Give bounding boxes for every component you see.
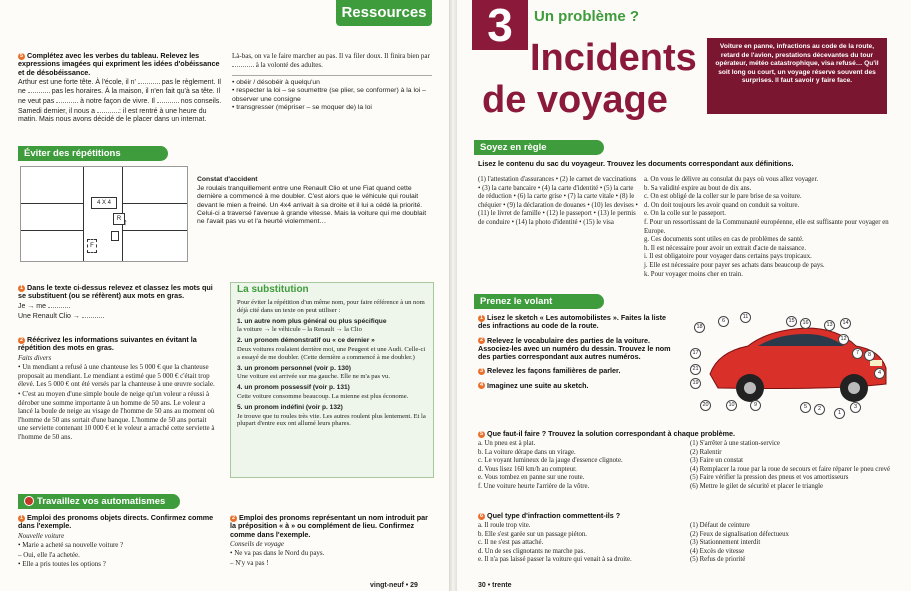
exercise-5-col2 [232,52,432,112]
car-fiat: F [87,239,97,253]
section-banner-automatismes [18,494,180,509]
verb-item: • transgresser (mépriser – se moquer de) la loi [232,103,372,111]
car-part-number: 5 [800,402,811,413]
solution-item: (3) Faire un constat [690,457,744,465]
offender-item: a. Il roule trop vite. [478,522,531,529]
problem-item: b. La voiture dérape dans un virage. [478,448,576,456]
problem-item: c. Le voyant lumineux de la jauge d'essence clignote. [478,457,623,465]
exercise-5 [18,52,223,126]
automatisme-2-title: Emploi des pronoms représentant un nom introduit par la préposition « à » ou complément de lieu. Confirmez comme dans l'exemple. [230,513,428,539]
answer-blank[interactable] [232,61,254,67]
solution-item: (4) Remplacer la roue par la roue de secours et faire réparer le pneu crevé [690,465,891,473]
problem-item: a. Un pneu est à plat. [478,440,536,447]
subst-heading: 5. un pronom indéfini (voir p. 132) [237,403,343,411]
car-part-number: 20 [700,400,711,411]
exercise-5-title: Que faut-il faire ? Trouvez la solution correspondant à chaque problème. [487,429,736,438]
subst-heading: 2. un pronom démonstratif ou « ce dernier » [237,337,375,345]
section-title: Soyez en règle [480,142,547,153]
document-list: (1) l'attestation d'assurances • (2) le carnet de vaccinations • (3) la carte bancaire • (4) la carte d'identité • (5) la carte de réduction • (6) la carte grise • (7) la carte vitale • (8) le chéquier • (9) la déclaration de douanes • (10) les devises • (11) le livret de famille • (12) le passeport • (13) le permis de conduire • (14) la photo d'identité • (15) le visa [478,176,638,226]
section-banner-volant [474,294,604,309]
solution-list [690,440,902,492]
car-part-number: 19 [690,378,701,389]
car-part-number: 8 [864,350,875,361]
solution-item: (5) Faire vérifier la pression des pneus et vos amortisseurs [690,474,849,482]
constat-title: Constat d'accident [197,176,258,183]
ressources-label: Ressources [341,4,427,21]
automatisme-2: 2 Emploi des pronoms représentant un nom introduit par la préposition « à » ou complément de lieu. Confirmez comme dans l'exemple. Conseils de voyage • Ne va pas dans le Nord du pays. – N'y va pas ! [230,514,430,569]
ex5-text-1: Arthur est une forte tête. À l'école, il n' [18,78,136,86]
ex5-col2-2: à la volonté des adultes. [255,60,323,69]
ex5-text-7: Mais nous avons décidé de le placer dans un internat. [39,116,207,124]
car-narrator [111,231,119,241]
problem-list [478,440,678,492]
solution-item: (2) Ralentir [690,448,722,456]
subst-heading: 4. un pronom possessif (voir p. 131) [237,384,350,392]
exercise-number-5: 5 [19,52,24,59]
ex2-item: • Un mendiant a refusé à une chanteuse les 5 000 € que la chanteuse proposait au mendiant. Le mendiant a estimé que 5 000 € c'était trop élevé. Les 5 000 € ont été versés par la chanteuse à une œuvre sociale. [18,363,215,389]
car-part-number: 15 [786,316,797,327]
exercise-6-right: 6 Quel type d'infraction commettent-ils ? [479,511,621,520]
offender-item: c. Il ne s'est pas attaché. [478,539,544,547]
car-illustration [688,312,904,416]
volant-item: Relevez les façons familières de parler. [487,366,621,376]
subst-text: Cette voiture consomme beaucoup. La mienne est plus économe. [237,392,409,400]
car-part-number: 14 [840,318,851,329]
definition-item: g. Ces documents sont utiles en cas de problèmes de santé. [644,236,804,244]
ex5-text-4: à notre façon de vivre. Il [80,98,155,106]
verb-table [232,75,432,112]
infraction-list [690,522,902,565]
answer-blank[interactable] [157,97,179,103]
answer-blank[interactable] [28,87,50,93]
ex2-item: • C'est au moyen d'une simple boule de neige qu'un voleur a réussi à dérober une somme importante à un homme de 50 ans. Le voleur a lancé la boule de neige au visage de l'homme de 50 ans au moment où l'homme de 50 ans sortait d'une banque. L'homme de 50 ans portait une serviette contenant 10 000 € et le voleur a arraché cette serviette à l'homme de 50 ans. [18,389,215,441]
book-gutter [449,0,457,591]
infraction-item: (3) Stationnement interdit [690,539,761,547]
road-diagram [20,166,188,262]
ressources-tab [336,0,432,26]
section-title: Prenez le volant [480,296,553,307]
verb-item: • respecter la loi – se soumettre (se plier, se conformer) à la loi – observer une consigne [232,87,426,103]
subst-heading: 3. un pronom personnel (voir p. 130) [237,364,351,372]
problem-item: d. Vous lisez 160 km/h au compteur. [478,465,577,473]
subst-text: la voiture → le véhicule – la Renault → la Clio [237,326,362,334]
ex5-text-3: pas les horaires. À la maison, il n'en fait qu'à sa tête. Il ne veut pas [18,88,221,106]
exercise-5-right: 5 Que faut-il faire ? Trouvez la solution correspondant à chaque problème. [479,429,736,438]
definition-list [644,176,902,279]
car-part-number: 1 [834,408,845,419]
answer-blank[interactable] [97,107,119,113]
section1-intro: Lisez le contenu du sac du voyageur. Trouvez les documents correspondant aux définitions. [478,159,794,168]
volant-item: Lisez le sketch « Les automobilistes ». Faites la liste des infractions au code de la route. [478,313,666,331]
exercise-2: 2 Réécrivez les informations suivantes en évitant la répétition des mots en gras. Faits divers • Un mendiant a refusé à une chanteuse les 5 000 € que la chanteuse proposait au mendiant. Le mendiant a estimé que 5 000 € c'était trop élevé. Les 5 000 € ont été versés par la chanteuse à une œuvre sociale. • C'est au moyen d'une simple boule de neige qu'un voleur a réussi à dérober une somme importante à un homme de 50 ans. Le voleur a lancé la boule de neige au visage de l'homme de 50 ans au moment où l'homme de 50 ans sortait d'une banque. L'homme de 50 ans portait une serviette contenant 10 000 € et le voleur a arraché cette serviette à l'homme de 50 ans. [18,336,218,443]
infraction-item: (5) Refus de priorité [690,556,746,564]
dialog-line: – Oui, elle l'a achetée. [18,550,80,559]
exercise-2-title: Réécrivez les informations suivantes en évitant la répétition des mots en gras. [18,335,197,353]
car-part-number: 12 [838,334,849,345]
infraction-item: (2) Feux de signalisation défectueux [690,530,789,538]
dialog-line: • Ne va pas dans le Nord du pays. [230,549,325,558]
automatisme-1: 1 Emploi des pronoms objets directs. Confirmez comme dans l'exemple. Nouvelle voiture • Marie a acheté sa nouvelle voiture ? – Oui, elle l'a achetée. • Elle a pris toutes les options ? [18,514,223,570]
page-number-left: vingt-neuf • 29 [370,582,418,589]
definition-item: i. Il est obligatoire pour voyager dans certains pays tropicaux. [644,253,812,261]
volant-exercises: 1 Lisez le sketch « Les automobilistes ». Faites la liste des infractions au code de la route. 2 Relevez le vocabulaire des parties de la voiture. Associez-les avec un numéro du dessin. Trouvez le nom des parties correspondant aux autres numéros. 3 Relevez les façons familières de parler. 4 Imaginez une suite au sketch. [478,313,671,390]
volant-item: Relevez le vocabulaire des parties de la voiture. Associez-les avec un numéro du dessin. Trouvez le nom des parties correspondant aux autres numéros. [478,335,671,362]
verb-item: • obéir / désobéir à quelqu'un [232,79,320,87]
definition-item: a. On vous le délivre au consulat du pays où vous allez voyager. [644,176,819,183]
arrow-icon: ↑ [123,217,128,227]
substitution-content [237,299,429,429]
infraction-item: (4) Excès de vitesse [690,547,745,555]
exercise-1-title: Dans le texte ci-dessus relevez et classez les mots qui se substituent (ou se réfèrent) aux mots en gras. [18,283,213,301]
red-car-icon [688,312,904,416]
page-number-right: 30 • trente [478,582,512,589]
intro-box: Voiture en panne, infractions au code de la route, retard de l'avion, prestations décevantes du tour opérateur, météo catastrophique, visa refusé… Qu'il soit long ou court, un voyage réserve souvent des surprises. Il faut savoir y faire face. [707,38,887,114]
offender-item: b. Elle s'est garée sur un passage piéton. [478,530,587,538]
problem-item: f. Une voiture heurte l'arrière de la vôtre. [478,482,590,490]
solution-item: (1) S'arrêter à une station-service [690,440,780,447]
answer-blank[interactable] [138,78,160,84]
substitution-title: La substitution [237,284,309,295]
dialog-line: – N'y va pas ! [230,559,269,568]
right-page [452,0,911,591]
ex5-text-2: pas le règlement. Il ne [18,78,221,96]
answer-blank[interactable] [82,312,104,318]
automatisme-1-title: Emploi des pronoms objets directs. Confirmez comme dans l'exemple. [18,513,214,531]
car-part-number: 6 [718,316,729,327]
constat-box [197,176,429,227]
ex1-line2: Une Renault Clio → [18,313,80,321]
title-line-1: Incidents [530,37,697,79]
substitution-box [230,282,434,478]
section-title: Travaillez vos automatismes [37,496,166,507]
offender-item: d. Un de ses clignotants ne marche pas. [478,547,586,555]
car-part-number: 4 [874,368,885,379]
section-banner-regle [474,140,604,155]
car-part-number: 18 [694,322,705,333]
exercise-1: 1 Dans le texte ci-dessus relevez et classez les mots qui se substituent (ou se réfèrent) aux mots en gras. Je → me Une Renault Clio → [18,283,213,321]
infraction-item: (1) Défaut de ceinture [690,522,750,529]
answer-blank[interactable] [56,97,78,103]
car-part-number: 10 [726,400,737,411]
definition-item: f. Pour un ressortissant de la Communauté européenne, elle est suffisante pour voyager en Europe. [644,218,889,235]
definition-item: c. On est obligé de la coller sur le pare brise de sa voiture. [644,193,802,201]
ex5-text-6: : il est rentré à une heure du matin. [18,107,207,124]
car-part-number: 13 [824,320,835,331]
answer-blank[interactable] [48,302,70,308]
definition-item: d. On doit toujours les avoir quand on conduit sa voiture. [644,201,800,209]
solution-item: (6) Mettre le gilet de sécurité et placer le triangle [690,482,824,490]
subst-text: Je trouve que tu roules très vite. Les autres roulent plus lentement. Et la plupart d'entre eux ont allumé leurs phares. [237,412,426,428]
definition-item: j. Elle est nécessaire pour payer ses achats dans beaucoup de pays. [644,261,825,269]
subst-text: Une voiture est arrivée sur ma gauche. Elle ne m'a pas vu. [237,373,390,381]
unit-number-badge: 3 [472,0,528,50]
dialog-line: • Elle a pris toutes les options ? [18,560,106,569]
section-title: Éviter des répétitions [24,148,121,159]
volant-item: Imaginez une suite au sketch. [487,380,589,390]
automatisme-2-subtitle: Conseils de voyage [230,539,285,548]
car-part-number: 11 [740,312,751,323]
ex5-col2-1: Là-bas, on va le faire marcher au pas. Il va filer doux. Il finira bien par [232,52,430,60]
definition-item: b. Sa validité expire au bout de dix ans. [644,184,752,192]
car-4x4: 4 X 4 [91,197,117,209]
offender-list [478,522,686,565]
ex1-line1: Je → me [18,302,47,310]
exercise-6-title: Quel type d'infraction commettent-ils ? [487,511,621,520]
subst-intro: Pour éviter la répétition d'un même nom, pour faire référence à un nom déjà cité dans un texte on peut utiliser : [237,299,425,314]
subst-heading: 1. un autre nom plus général ou plus spécifique [237,317,387,325]
exercise-5-title: Complétez avec les verbes du tableau. Relevez les expressions imagées qui expriment les idées d'obéissance et de désobéissance. [18,51,220,77]
definition-item: e. On la colle sur le passeport. [644,210,726,218]
left-page [0,0,452,591]
speaker-icon [24,496,34,506]
problem-item: e. Vous tombez en panne sur une route. [478,474,585,482]
definition-item: h. Il est nécessaire pour avoir un extrait d'acte de naissance. [644,244,807,252]
car-part-number: 9 [750,400,761,411]
car-part-number: 2 [814,404,825,415]
constat-text: Je roulais tranquillement entre une Renault Clio et une Fiat quand cette dernière a commencé à me doubler. C'est alors que le véhicule qui roulait devant le mien a freiné. Un 4x4 arrivait à sa droite et il lui a cédé la priorité. Celui-ci a traversé l'avenue à grande vitesse. Mais la voiture qui me doublait ne l'avait pas vu et l'a heurté violemment… [197,185,427,226]
offender-item: e. Il n'a pas laissé passer la voiture qui venait à sa droite. [478,556,632,564]
car-part-number: 7 [852,348,863,359]
subst-text: Deux voitures roulaient derrière moi, une Peugeot et une Audi. Celle-ci a essayé de me doubler. (Cette dernière a commencé à me doubler.) [237,345,426,361]
car-renault: R [113,213,125,225]
car-part-number: 17 [690,348,701,359]
definition-item: k. Pour voyager moins cher en train. [644,270,743,278]
ex5-text-5: nos conseils. Samedi dernier, il nous a [18,98,222,115]
automatisme-1-subtitle: Nouvelle voiture [18,531,65,540]
dialog-line: • Marie a acheté sa nouvelle voiture ? [18,541,124,550]
car-part-number: 3 [850,402,861,413]
title-line-2: de voyage [482,79,668,121]
car-part-number: 21 [690,364,701,375]
car-part-number: 16 [800,318,811,329]
ex2-subtitle: Faits divers [18,353,52,362]
section-banner-repetitions [18,146,168,161]
kicker: Un problème ? [534,8,640,25]
